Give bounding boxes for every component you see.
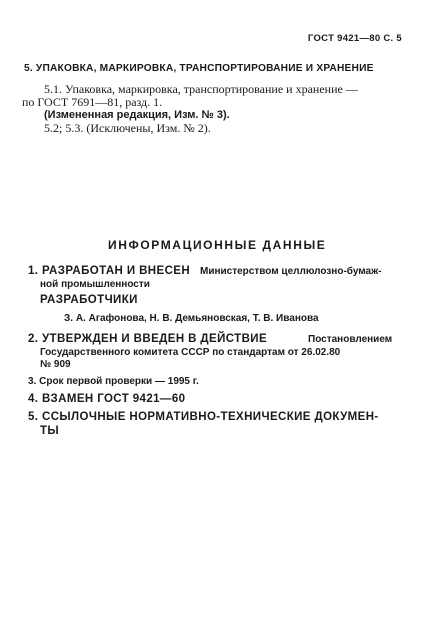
info-item-1-head: 1. РАЗРАБОТАН И ВНЕСЕН	[28, 265, 191, 277]
info-item-2-line-2: Государственного комитета СССР по стандартам от 26.02.80	[40, 347, 341, 358]
page-header-gost: ГОСТ 9421—80 С. 5	[307, 33, 402, 44]
section-5-2-excluded: 5.2; 5.3. (Исключены, Изм. № 2).	[44, 121, 211, 135]
info-item-3: 3. Срок первой проверки — 1995 г.	[28, 376, 199, 387]
info-item-2-head: 2. УТВЕРЖДЕН И ВВЕДЕН В ДЕЙСТВИЕ	[28, 333, 268, 345]
section-5-1-line-2: по ГОСТ 7691—81, разд. 1.	[22, 95, 163, 109]
developers-names: З. А. Агафонова, Н. В. Демьяновская, Т. В. Иванова	[64, 313, 319, 324]
developers-head: РАЗРАБОТЧИКИ	[40, 294, 138, 306]
section-5-1-amendment: (Измененная редакция, Изм. № 3).	[44, 109, 230, 121]
info-data-title: ИНФОРМАЦИОННЫЕ ДАННЫЕ	[108, 238, 327, 252]
section-5-title: 5. УПАКОВКА, МАРКИРОВКА, ТРАНСПОРТИРОВАНИЕ И ХРАНЕНИЕ	[24, 63, 374, 74]
info-item-1-text-2: ной промышленности	[40, 279, 150, 290]
info-item-1-text-1: Министерством целлюлозно-бумаж-	[200, 266, 382, 277]
info-item-2-text-1: Постановлением	[308, 334, 393, 345]
info-item-4: 4. ВЗАМЕН ГОСТ 9421—60	[28, 393, 186, 405]
info-item-5-line-2: ТЫ	[40, 425, 60, 437]
info-item-5-line-1: 5. ССЫЛОЧНЫЕ НОРМАТИВНО-ТЕХНИЧЕСКИЕ ДОКУМЕН-	[28, 411, 379, 423]
section-5-1-line-1: 5.1. Упаковка, маркировка, транспортирование и хранение —	[44, 82, 358, 96]
info-item-2-line-3: № 909	[40, 359, 71, 370]
